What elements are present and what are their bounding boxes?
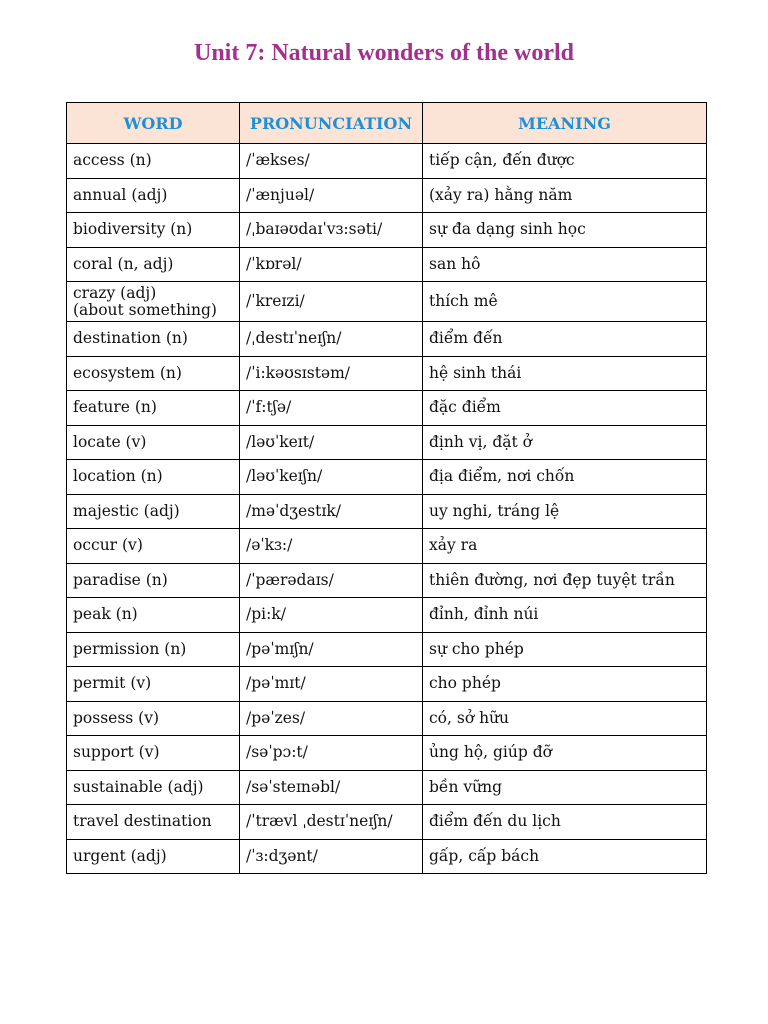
table-row: [67, 701, 707, 736]
word-cell: locate (v): [67, 425, 240, 460]
word-cell: occur (v): [67, 529, 240, 564]
table-row: [67, 667, 707, 702]
table-row: [67, 494, 707, 529]
word-cell: location (n): [67, 460, 240, 495]
meaning-cell: uy nghi, tráng lệ: [423, 494, 707, 529]
pronunciation-cell: /səˈsteɪnəbl/: [240, 770, 423, 805]
table-row: [67, 391, 707, 426]
word-cell: support (v): [67, 736, 240, 771]
word-cell: access (n): [67, 144, 240, 179]
meaning-cell: xảy ra: [423, 529, 707, 564]
meaning-cell: thiên đường, nơi đẹp tuyệt trần: [423, 563, 707, 598]
table-row: [67, 213, 707, 248]
word-cell: possess (v): [67, 701, 240, 736]
table-row: [67, 356, 707, 391]
word-cell: majestic (adj): [67, 494, 240, 529]
pronunciation-cell: /ləʊˈkeɪʃn/: [240, 460, 423, 495]
vocabulary-table: [66, 102, 707, 874]
meaning-cell: bền vững: [423, 770, 707, 805]
word-cell: crazy (adj) (about something): [67, 282, 240, 322]
table-row: [67, 460, 707, 495]
meaning-cell: địa điểm, nơi chốn: [423, 460, 707, 495]
table-row: [67, 736, 707, 771]
meaning-cell: gấp, cấp bách: [423, 839, 707, 874]
word-cell: sustainable (adj): [67, 770, 240, 805]
pronunciation-cell: /ˈækses/: [240, 144, 423, 179]
pronunciation-cell: /ləʊˈkeɪt/: [240, 425, 423, 460]
pronunciation-cell: /səˈpɔ:t/: [240, 736, 423, 771]
page-title: Unit 7: Natural wonders of the world: [194, 40, 574, 66]
pronunciation-cell: /ˈkɒrəl/: [240, 247, 423, 282]
meaning-cell: sự cho phép: [423, 632, 707, 667]
table-row: [67, 598, 707, 633]
word-cell: paradise (n): [67, 563, 240, 598]
table-row: [67, 770, 707, 805]
table-row: [67, 563, 707, 598]
table-row: [67, 322, 707, 357]
pronunciation-cell: /ˈf:tʃə/: [240, 391, 423, 426]
word-cell: ecosystem (n): [67, 356, 240, 391]
meaning-cell: đặc điểm: [423, 391, 707, 426]
pronunciation-cell: /ˈtrævl ˌdestɪˈneɪʃn/: [240, 805, 423, 840]
table-row: [67, 632, 707, 667]
word-cell: permission (n): [67, 632, 240, 667]
word-cell: coral (n, adj): [67, 247, 240, 282]
table-row: [67, 247, 707, 282]
word-cell: urgent (adj): [67, 839, 240, 874]
pronunciation-cell: /pəˈzes/: [240, 701, 423, 736]
word-cell: permit (v): [67, 667, 240, 702]
meaning-cell: san hô: [423, 247, 707, 282]
pronunciation-cell: /ˈkreɪzi/: [240, 282, 423, 322]
table-row: [67, 425, 707, 460]
meaning-cell: thích mê: [423, 282, 707, 322]
meaning-cell: tiếp cận, đến được: [423, 144, 707, 179]
table-header-row: [67, 103, 707, 144]
table-row: [67, 805, 707, 840]
meaning-cell: sự đa dạng sinh học: [423, 213, 707, 248]
pronunciation-cell: /ˌbaɪəʊdaɪˈvɜ:səti/: [240, 213, 423, 248]
meaning-cell: hệ sinh thái: [423, 356, 707, 391]
pronunciation-cell: /əˈkɜ:/: [240, 529, 423, 564]
table-row: [67, 178, 707, 213]
meaning-cell: điểm đến du lịch: [423, 805, 707, 840]
meaning-cell: ủng hộ, giúp đỡ: [423, 736, 707, 771]
table-row: [67, 282, 707, 322]
pronunciation-cell: /ˌdestɪˈneɪʃn/: [240, 322, 423, 357]
table-row: [67, 529, 707, 564]
meaning-cell: cho phép: [423, 667, 707, 702]
word-cell: annual (adj): [67, 178, 240, 213]
word-cell: peak (n): [67, 598, 240, 633]
pronunciation-cell: /pi:k/: [240, 598, 423, 633]
pronunciation-cell: /pəˈmɪt/: [240, 667, 423, 702]
meaning-cell: điểm đến: [423, 322, 707, 357]
pronunciation-cell: /məˈdʒestɪk/: [240, 494, 423, 529]
pronunciation-cell: /pəˈmɪʃn/: [240, 632, 423, 667]
meaning-cell: có, sở hữu: [423, 701, 707, 736]
meaning-cell: đỉnh, đỉnh núi: [423, 598, 707, 633]
pronunciation-cell: /ˈɜ:dʒənt/: [240, 839, 423, 874]
table-row: [67, 839, 707, 874]
column-header-word: WORD: [67, 103, 240, 144]
meaning-cell: (xảy ra) hằng năm: [423, 178, 707, 213]
column-header-pronunciation: PRONUNCIATION: [240, 103, 423, 144]
word-cell: biodiversity (n): [67, 213, 240, 248]
column-header-meaning: MEANING: [423, 103, 707, 144]
word-cell: travel destination: [67, 805, 240, 840]
word-cell: destination (n): [67, 322, 240, 357]
meaning-cell: định vị, đặt ở: [423, 425, 707, 460]
pronunciation-cell: /ˈænjuəl/: [240, 178, 423, 213]
table-row: [67, 144, 707, 179]
pronunciation-cell: /ˈpærədaɪs/: [240, 563, 423, 598]
word-cell: feature (n): [67, 391, 240, 426]
pronunciation-cell: /ˈi:kəʊsɪstəm/: [240, 356, 423, 391]
